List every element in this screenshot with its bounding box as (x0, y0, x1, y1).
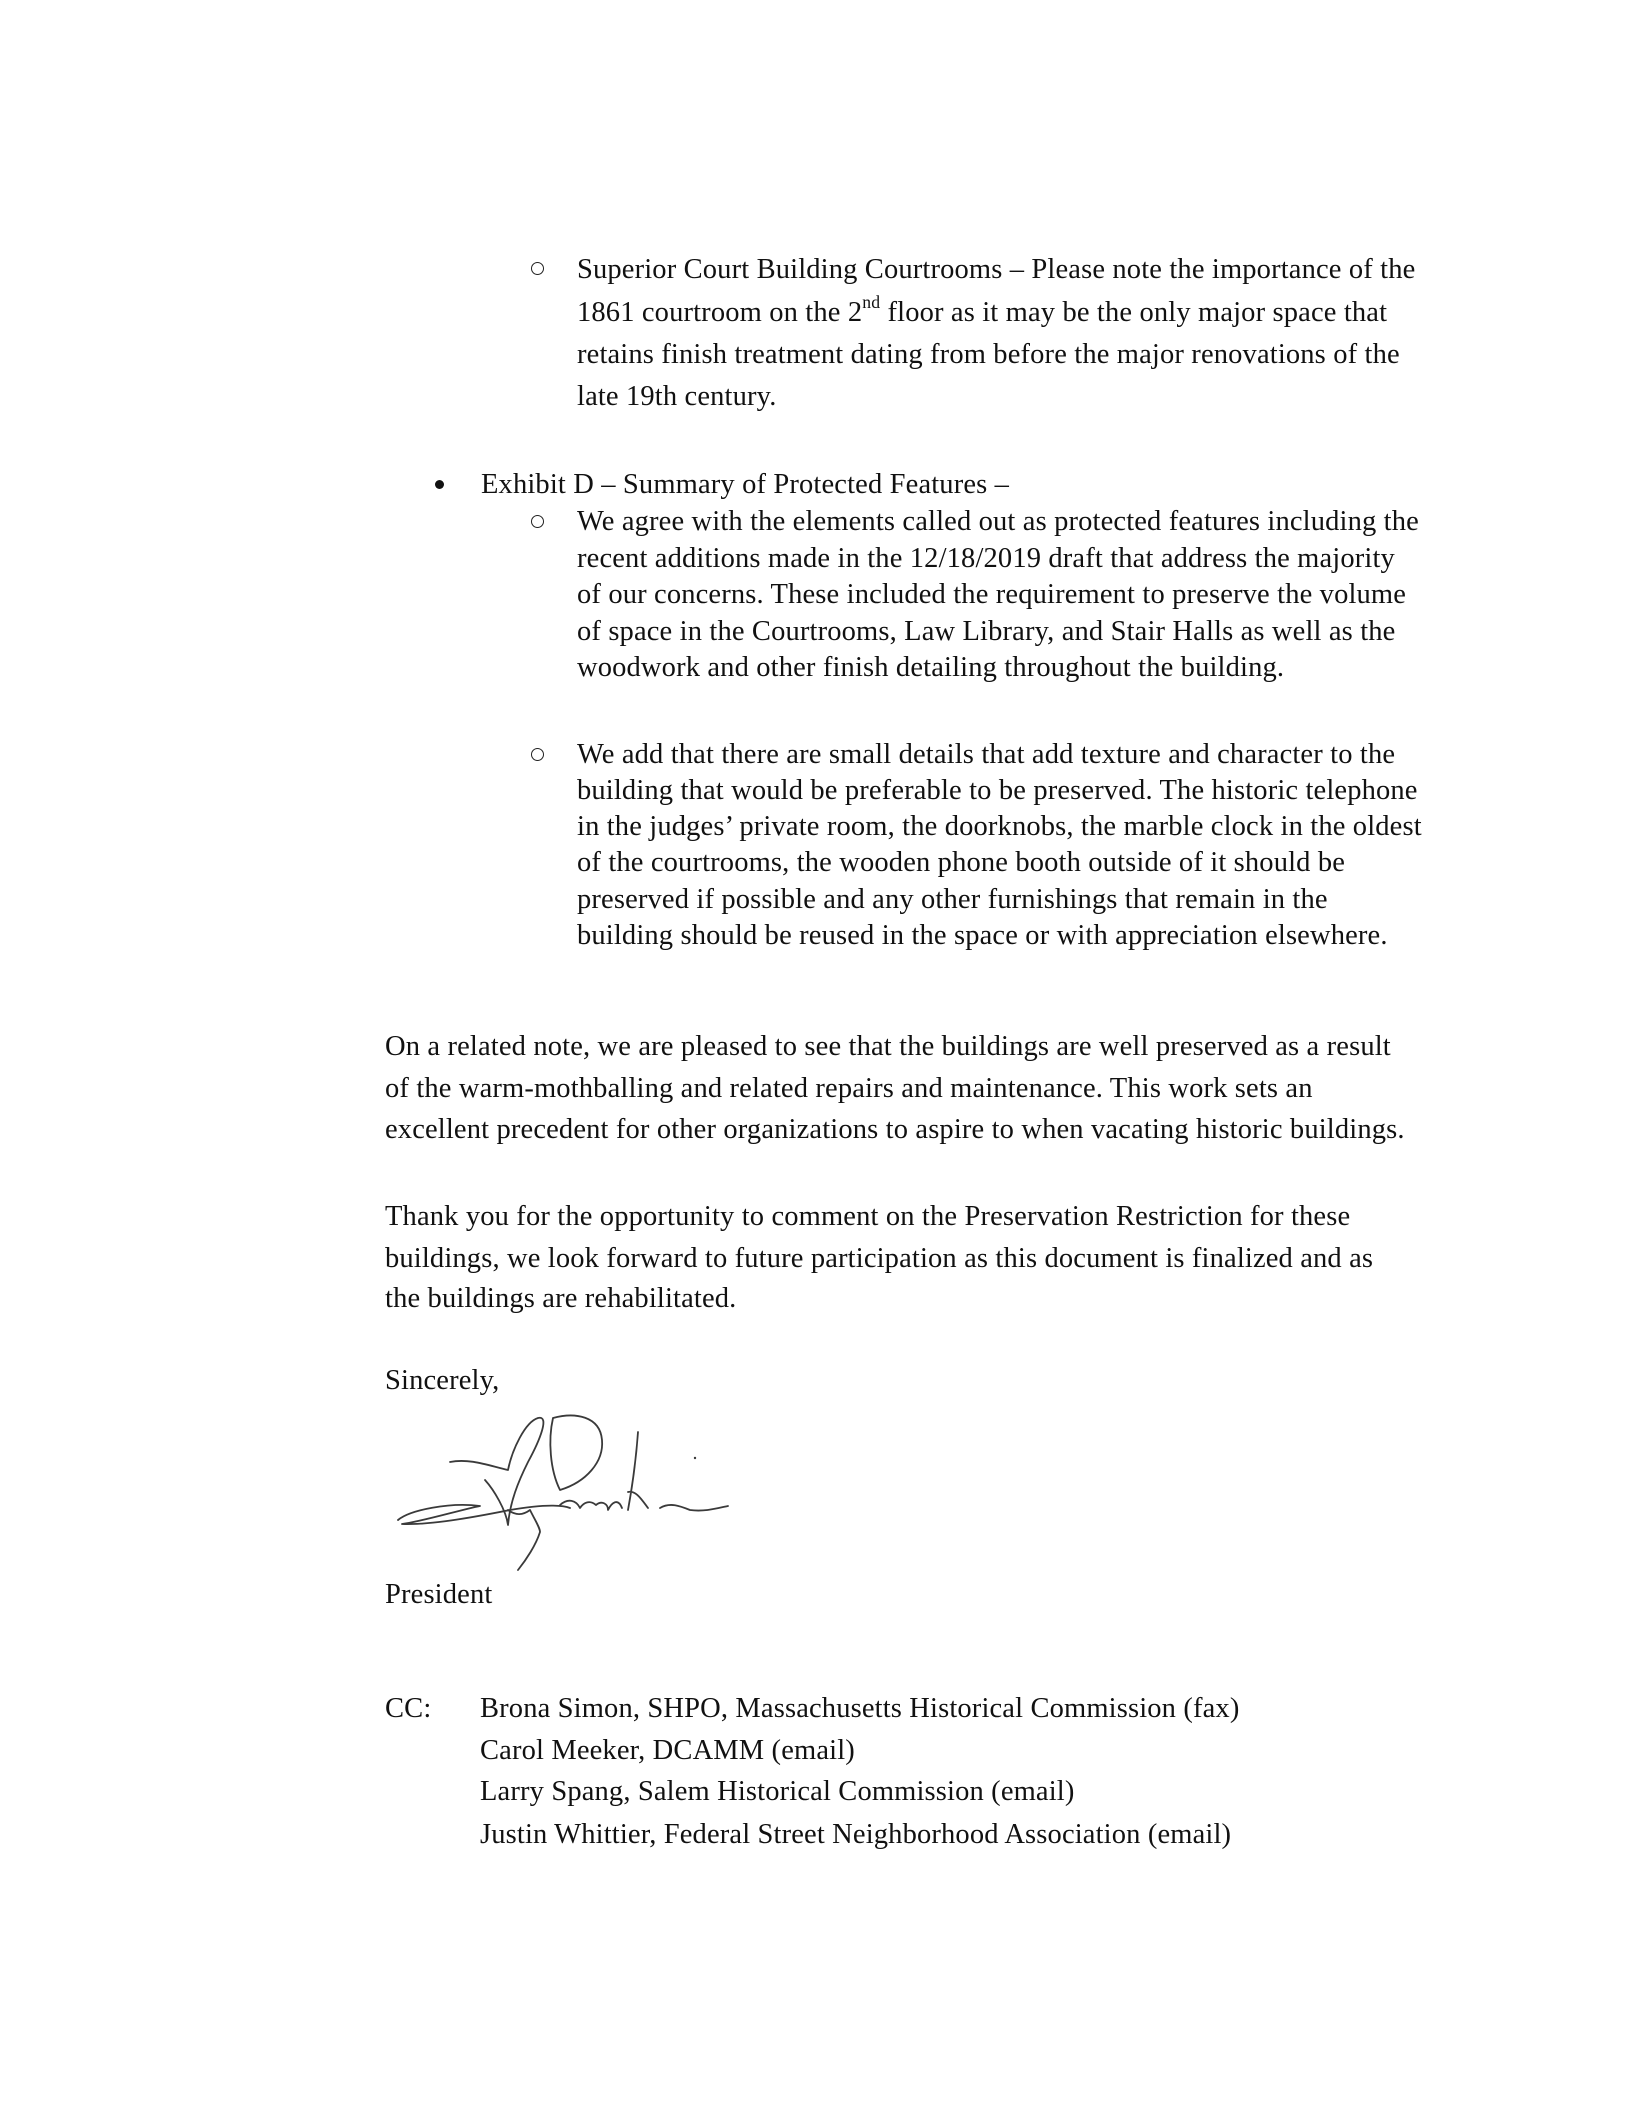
list-item-label: Exhibit D – Summary of Protected Features – (481, 469, 1010, 500)
paragraph-line: buildings, we look forward to future participation as this document is finalized and as (385, 1243, 1374, 1274)
list-line: retains finish treatment dating from before the major renovations of the (577, 339, 1400, 370)
paragraph-line: the buildings are rehabilitated. (385, 1283, 737, 1314)
list-line: of space in the Courtrooms, Law Library, and Stair Halls as well as the (577, 616, 1396, 647)
hollow-circle-bullet-icon (531, 262, 544, 275)
list-line: We agree with the elements called out as protected features including the (577, 506, 1419, 537)
paragraph-line: On a related note, we are pleased to see that the buildings are well preserved as a result (385, 1031, 1391, 1062)
text-run: floor as it may be the only major space that (880, 297, 1388, 328)
list-line: Superior Court Building Courtrooms – Please note the importance of the (577, 254, 1416, 285)
cc-recipient: Justin Whittier, Federal Street Neighborhood Association (email) (480, 1819, 1232, 1850)
paragraph-line: excellent precedent for other organizations to aspire to when vacating historic buildings. (385, 1114, 1405, 1145)
list-line: recent additions made in the 12/18/2019 draft that address the majority (577, 543, 1395, 574)
hollow-circle-bullet-icon (531, 748, 544, 761)
cc-recipient: Carol Meeker, DCAMM (email) (480, 1735, 855, 1766)
list-line: late 19th century. (577, 381, 777, 412)
closing-salutation: Sincerely, (385, 1365, 500, 1396)
cc-recipient: Brona Simon, SHPO, Massachusetts Historical Commission (fax) (480, 1693, 1240, 1724)
ordinal-superscript: nd (862, 291, 881, 312)
list-line: of the courtrooms, the wooden phone booth outside of it should be (577, 847, 1346, 878)
list-line: building that would be preferable to be preserved. The historic telephone (577, 775, 1418, 806)
cc-label: CC: (385, 1693, 432, 1724)
handwritten-signature-icon (390, 1410, 730, 1575)
cc-recipient: Larry Spang, Salem Historical Commission (email) (480, 1776, 1075, 1807)
list-line: of our concerns. These included the requirement to preserve the volume (577, 579, 1407, 610)
signer-title: President (385, 1579, 493, 1610)
list-line: preserved if possible and any other furnishings that remain in the (577, 884, 1328, 915)
paragraph-line: of the warm-mothballing and related repairs and maintenance. This work sets an (385, 1073, 1313, 1104)
list-line: We add that there are small details that add texture and character to the (577, 739, 1396, 770)
list-line: in the judges’ private room, the doorknobs, the marble clock in the oldest (577, 811, 1422, 842)
text-run: 1861 courtroom on the 2 (577, 297, 863, 328)
filled-bullet-icon (435, 480, 444, 489)
list-line: building should be reused in the space or with appreciation elsewhere. (577, 920, 1388, 951)
paragraph-line: Thank you for the opportunity to comment on the Preservation Restriction for these (385, 1201, 1351, 1232)
list-line: woodwork and other finish detailing throughout the building. (577, 652, 1285, 683)
hollow-circle-bullet-icon (531, 515, 544, 528)
list-line (577, 291, 1388, 328)
